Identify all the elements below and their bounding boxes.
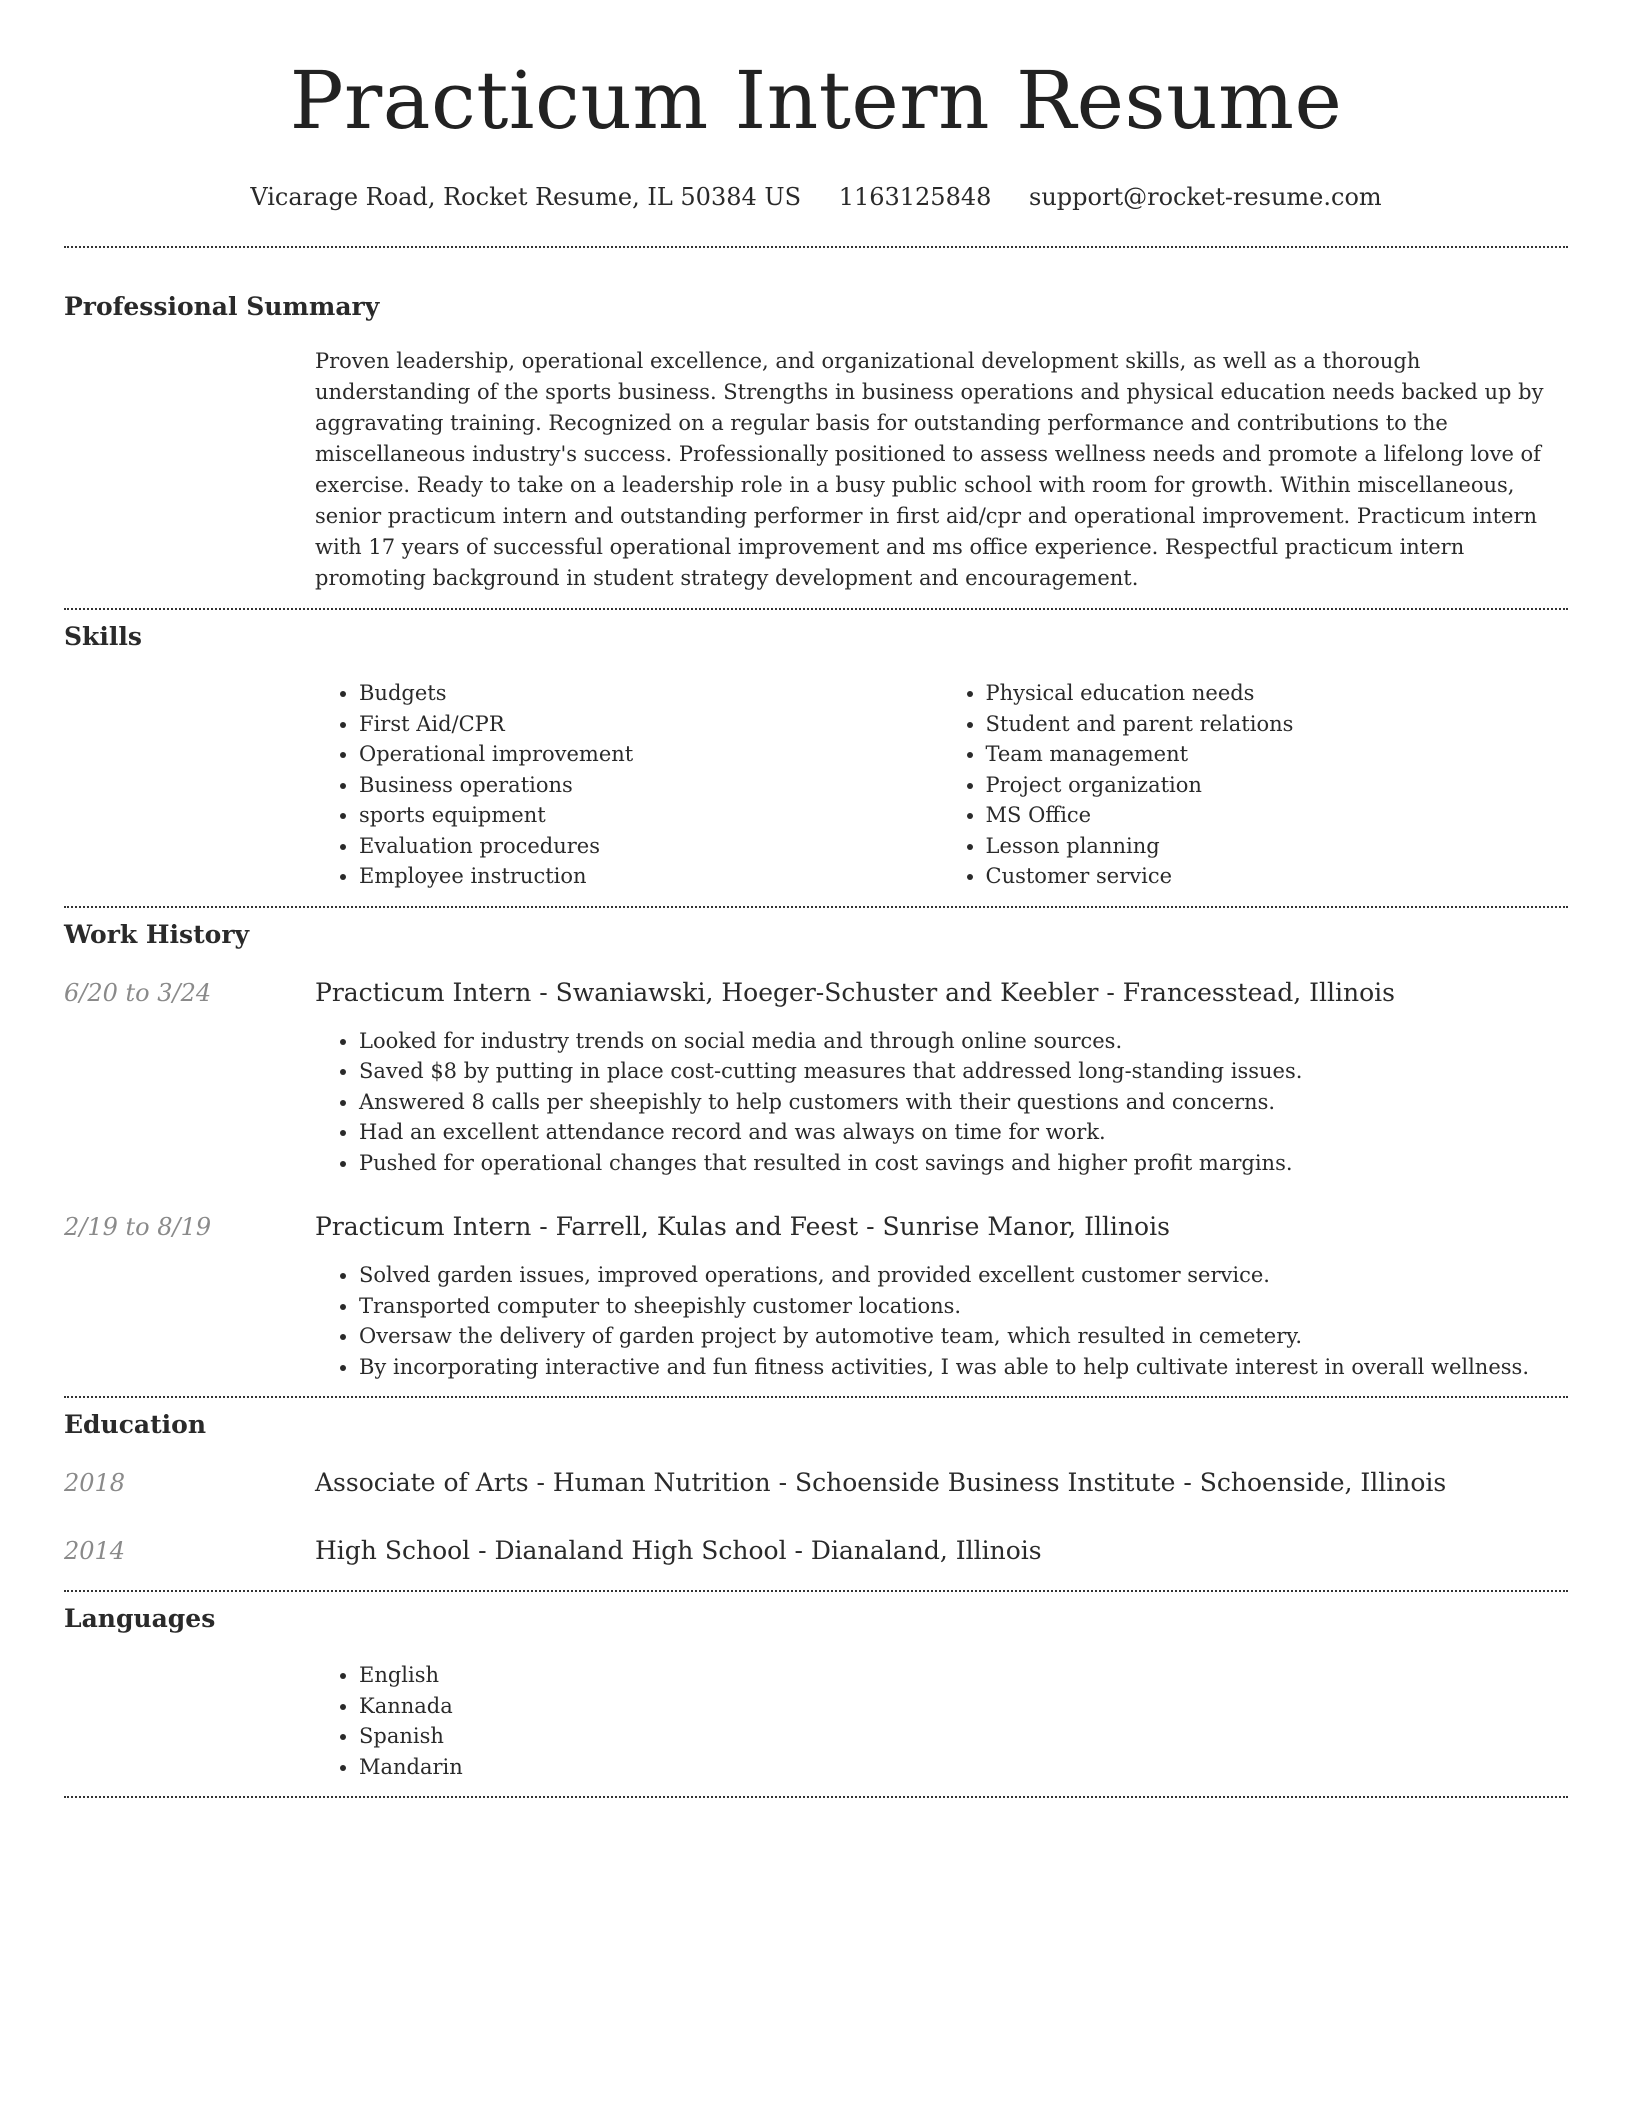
education-entry (64, 1468, 1568, 1498)
list-item: • Answered 8 calls per sheepishly to help customers with their questions and concerns. (359, 1087, 1568, 1118)
list-item: • Saved $8 by putting in place cost-cutting measures that addressed long-standing issues. (359, 1056, 1568, 1087)
section-title-summary: Professional Summary (64, 292, 380, 321)
divider (64, 1590, 1568, 1592)
education-year: 2018 (64, 1469, 126, 1497)
languages-list (315, 1660, 1568, 1782)
list-item: • Pushed for operational changes that resulted in cost savings and higher profit margins. (359, 1148, 1568, 1179)
summary-text: Proven leadership, operational excellence, and organizational development skills, as well as a thorough understanding of the sports business. Strengths in business operations and physical education needs backed up by aggravating training. Recognized on a regular basis for outstanding performance and contributions to the miscellaneous industry's success. Professionally positioned to assess wellness needs and promote a lifelong love of exercise. Ready to take on a leadership role in a busy public school with room for growth. Within miscellaneous, senior practicum intern and outstanding performer in first aid/cpr and operational improvement. Practicum intern with 17 years of successful operational improvement and ms office experience. Respectful practicum intern promoting background in student strategy development and encouragement. (315, 349, 1544, 590)
list-item: • MS Office (986, 800, 1569, 831)
contact-email: support@rocket-resume.com (1029, 183, 1382, 211)
skills-list-left (315, 678, 942, 892)
list-item: • Mandarin (359, 1752, 1568, 1783)
education-title: High School - Dianaland High School - Dianaland, Illinois (315, 1536, 1042, 1565)
job-entry (64, 1212, 1568, 1382)
job-bullets-wrap (315, 1026, 1568, 1179)
job-bullets (315, 1260, 1568, 1382)
job-header (64, 1212, 1568, 1242)
divider (64, 608, 1568, 610)
education-title: Associate of Arts - Human Nutrition - Schoenside Business Institute - Schoenside, Illinois (315, 1468, 1447, 1497)
list-item: • Looked for industry trends on social media and through online sources. (359, 1026, 1568, 1057)
contact-phone: 1163125848 (838, 183, 992, 211)
divider (64, 1396, 1568, 1398)
summary-section (64, 292, 1568, 594)
list-item: • Spanish (359, 1721, 1568, 1752)
section-title-skills: Skills (64, 622, 142, 651)
list-item: • First Aid/CPR (359, 709, 942, 740)
skills-list-right (942, 678, 1569, 892)
divider (64, 906, 1568, 908)
list-item: • Team management (986, 739, 1569, 770)
job-entry (64, 978, 1568, 1179)
job-header (64, 978, 1568, 1008)
divider (64, 1796, 1568, 1798)
list-item: • sports equipment (359, 800, 942, 831)
list-item: • English (359, 1660, 1568, 1691)
job-title: Practicum Intern - Swaniawski, Hoeger-Schuster and Keebler - Francesstead, Illinois (315, 977, 1396, 1007)
section-title-work: Work History (64, 919, 250, 949)
contact-address: Vicarage Road, Rocket Resume, IL 50384 US (250, 183, 802, 211)
list-item: • Business operations (359, 770, 942, 801)
list-item: • Kannada (359, 1691, 1568, 1722)
languages-section (64, 1604, 1568, 1782)
job-dates: 6/20 to 3/24 (64, 978, 212, 1007)
list-item: • Had an excellent attendance record and was always on time for work. (359, 1117, 1568, 1148)
contact-line (64, 182, 1568, 212)
skills-section (64, 622, 1568, 892)
languages-wrap (315, 1660, 1568, 1782)
job-title: Practicum Intern - Farrell, Kulas and Feest - Sunrise Manor, Illinois (315, 1212, 1170, 1241)
list-item: • Physical education needs (986, 678, 1569, 709)
education-entry (64, 1536, 1568, 1566)
job-dates: 2/19 to 8/19 (64, 1213, 212, 1241)
job-bullets (315, 1026, 1568, 1179)
list-item: • Project organization (986, 770, 1569, 801)
list-item: • Customer service (986, 861, 1569, 892)
list-item: • Evaluation procedures (359, 831, 942, 862)
list-item: • Budgets (359, 678, 942, 709)
education-year: 2014 (64, 1537, 126, 1565)
list-item: • Student and parent relations (986, 709, 1569, 740)
work-section (64, 920, 1568, 1383)
list-item: • Oversaw the delivery of garden project by automotive team, which resulted in cemetery. (359, 1321, 1568, 1352)
list-item: • Lesson planning (986, 831, 1569, 862)
list-item: • Solved garden issues, improved operations, and provided excellent customer service. (359, 1260, 1568, 1291)
skills-grid (315, 678, 1568, 892)
divider (64, 246, 1568, 248)
page-title: Practicum Intern Resume (289, 54, 1343, 147)
job-bullets-wrap (315, 1260, 1568, 1382)
list-item: • By incorporating interactive and fun fitness activities, I was able to help cultivate interest in overall wellness. (359, 1352, 1568, 1383)
section-title-education: Education (64, 1410, 207, 1439)
section-title-languages: Languages (64, 1604, 216, 1633)
list-item: • Employee instruction (359, 861, 942, 892)
list-item: • Operational improvement (359, 739, 942, 770)
education-section (64, 1410, 1568, 1566)
list-item: • Transported computer to sheepishly customer locations. (359, 1291, 1568, 1322)
